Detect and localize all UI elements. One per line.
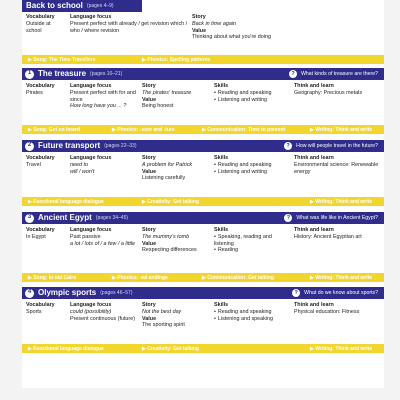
unit-header: [22, 287, 384, 299]
skill-item: • Listening and speaking: [214, 316, 294, 323]
unit-pages: (pages 34–45): [95, 214, 129, 221]
unit-header: [22, 0, 142, 12]
language-text-2: Present continuous (future): [70, 315, 136, 322]
story-label: Story: [142, 155, 156, 161]
skills-col: [214, 83, 294, 103]
vocabulary-col: [26, 227, 66, 241]
unit-pages: (pages 46–57): [100, 289, 133, 296]
vocabulary-label: Vocabulary: [26, 83, 55, 89]
story-label: Story: [142, 302, 156, 308]
footer-phonics: ▶ Phonics: Spelling patterns: [142, 57, 211, 63]
unit-pages: (pages 10–21): [90, 70, 123, 77]
unit-back-to-school: [22, 0, 384, 64]
language-text: could (possibility): [70, 308, 112, 315]
big-question: [284, 140, 378, 152]
unit-title: The treasure: [38, 69, 87, 78]
story-label: Story: [142, 227, 156, 233]
vocabulary-text: Sports: [26, 308, 42, 315]
skill-item: • Reading and speaking: [214, 90, 294, 97]
vocabulary-text: In Egypt: [26, 233, 46, 240]
unit-title: Olympic sports: [38, 288, 97, 297]
think-col: [294, 155, 380, 175]
big-question: [289, 68, 378, 80]
unit-header: [22, 140, 384, 152]
skills-col: [214, 302, 294, 322]
language-label: Language focus: [70, 83, 112, 89]
value-label: Value: [142, 240, 157, 247]
contents-page: [22, 0, 384, 388]
footer-song: ▶ Song: Get on board: [28, 127, 80, 133]
big-question-text: How will people travel in the future?: [296, 142, 378, 149]
vocabulary-label: Vocabulary: [26, 302, 55, 308]
footer-writing: ▶ Writing: Think and write: [310, 346, 373, 352]
big-question-text: What was life like in Ancient Egypt?: [296, 214, 378, 221]
skill-item: • Reading: [214, 247, 292, 254]
story-col: [142, 155, 212, 182]
story-col: [142, 227, 212, 254]
language-label: Language focus: [70, 227, 112, 233]
vocabulary-label: Vocabulary: [26, 155, 55, 161]
value-text: Thinking about what you're doing: [192, 34, 271, 41]
skills-label: Skills: [214, 155, 229, 161]
think-col: [294, 83, 380, 97]
story-col: [192, 14, 312, 41]
think-text: Environmental science: Renewable energy: [294, 161, 379, 175]
skills-label: Skills: [214, 227, 229, 233]
story-col: [142, 83, 212, 110]
question-icon: ?: [284, 142, 292, 150]
footer-phonics: ▶ Phonics: -sure and -ture: [112, 127, 175, 133]
unit-number: 3: [25, 214, 34, 223]
value-label: Value: [142, 96, 157, 103]
skills-label: Skills: [214, 302, 229, 308]
unit-pages: (pages 22–33): [104, 142, 137, 149]
unit-3: [22, 212, 384, 282]
vocabulary-col: [26, 14, 66, 34]
language-text: Present perfect with already / get revision which / who / where revision: [70, 20, 188, 34]
unit-pages: (pages 4–9): [86, 2, 114, 9]
language-text-2: How long have you ... ?: [70, 103, 127, 110]
unit-header: [22, 68, 384, 80]
unit-title: Ancient Egypt: [38, 213, 92, 222]
language-text: Present perfect with for and since: [70, 89, 136, 103]
unit-number: 1: [25, 70, 34, 79]
skill-item: • Reading and speaking: [214, 309, 294, 316]
think-col: [294, 302, 380, 316]
unit-footer: [22, 55, 384, 64]
think-label: Think and learn: [294, 302, 334, 308]
value-text: The sporting spirit: [142, 322, 185, 329]
skill-item: • Speaking, reading and listening: [214, 234, 292, 248]
footer-functional-language: ▶ Functional language dialogue: [28, 199, 104, 205]
footer-functional-language: ▶ Functional language dialogue: [28, 346, 104, 352]
footer-communication: ▶ Communication: Get talking: [202, 275, 274, 281]
skill-item: • Reading and speaking: [214, 162, 294, 169]
language-text-2: a lot / lots of / a few / a little: [70, 240, 136, 247]
vocabulary-col: [26, 83, 66, 97]
language-label: Language focus: [70, 14, 112, 20]
story-col: [142, 302, 212, 329]
unit-footer: [22, 344, 384, 353]
footer-creativity: ▶ Creativity: Get talking: [142, 346, 199, 352]
footer-communication: ▶ Communication: Time to present: [202, 127, 286, 133]
story-title: Back in time again: [192, 20, 237, 27]
language-col: [70, 155, 140, 175]
think-text: Geography: Precious metals: [294, 89, 363, 96]
language-label: Language focus: [70, 155, 112, 161]
language-text: Past passive: [70, 233, 101, 240]
language-label: Language focus: [70, 302, 112, 308]
skills-label: Skills: [214, 83, 229, 89]
vocabulary-label: Vocabulary: [26, 227, 55, 233]
vocabulary-col: [26, 155, 66, 169]
unit-header: [22, 212, 384, 224]
story-title: A problem for Patrick: [142, 161, 193, 168]
think-text: History: Ancient Egyptian art: [294, 233, 362, 240]
question-icon: ?: [292, 289, 300, 297]
footer-creativity: ▶ Creativity: Get talking: [142, 199, 199, 205]
value-text: Listening carefully: [142, 175, 186, 182]
story-label: Story: [192, 14, 206, 20]
story-title: The mummy's tomb: [142, 233, 190, 240]
unit-title: Back to school: [26, 1, 83, 10]
language-text-2: will / won't: [70, 168, 95, 175]
value-text: Respecting differences: [142, 247, 197, 254]
think-label: Think and learn: [294, 155, 334, 161]
think-text: Physical education: Fitness: [294, 308, 360, 315]
value-label: Value: [142, 168, 157, 175]
skills-col: [214, 227, 292, 254]
story-title: The pirates' treasure: [142, 89, 192, 96]
skill-item: • Listening and writing: [214, 97, 294, 104]
unit-title: Future transport: [38, 141, 101, 150]
language-col: [70, 227, 140, 247]
think-label: Think and learn: [294, 83, 334, 89]
value-label: Value: [142, 315, 157, 322]
think-label: Think and learn: [294, 227, 334, 233]
vocabulary-text: Pirates: [26, 89, 43, 96]
language-col: [70, 83, 140, 110]
language-col: [70, 302, 140, 322]
unit-2: [22, 140, 384, 206]
story-label: Story: [142, 83, 156, 89]
skills-col: [214, 155, 294, 175]
vocabulary-label: Vocabulary: [26, 14, 55, 20]
big-question: [292, 287, 378, 299]
question-icon: ?: [284, 214, 292, 222]
vocabulary-text: Travel: [26, 161, 41, 168]
value-text: Being honest: [142, 103, 174, 110]
footer-song: ▶ Song: The Time Travellers: [28, 57, 96, 63]
question-icon: ?: [289, 70, 297, 78]
vocabulary-col: [26, 302, 66, 316]
think-col: [294, 227, 380, 241]
big-question: [284, 212, 378, 224]
vocabulary-text: Outside at school: [26, 20, 51, 34]
big-question-text: What do we know about sports?: [304, 289, 378, 296]
unit-1: [22, 68, 384, 134]
language-text: need to: [70, 161, 88, 168]
unit-footer: [22, 273, 384, 282]
value-label: Value: [192, 27, 207, 34]
footer-writing: ▶ Writing: Think and write: [310, 199, 373, 205]
big-question-text: What kinds of treasure are there?: [301, 70, 378, 77]
unit-number: 4: [25, 289, 34, 298]
skill-item: • Listening and writing: [214, 169, 294, 176]
footer-writing: ▶ Writing: Think and write: [310, 127, 373, 133]
footer-writing: ▶ Writing: Think and write: [310, 275, 373, 281]
unit-number: 2: [25, 142, 34, 151]
footer-song: ▶ Song: In old Cairo: [28, 275, 77, 281]
story-title: Not the best day: [142, 308, 182, 315]
unit-4: [22, 287, 384, 353]
language-col: [70, 14, 190, 34]
footer-phonics: ▶ Phonics: -ed endings: [112, 275, 168, 281]
unit-footer: [22, 125, 384, 134]
unit-footer: [22, 197, 384, 206]
